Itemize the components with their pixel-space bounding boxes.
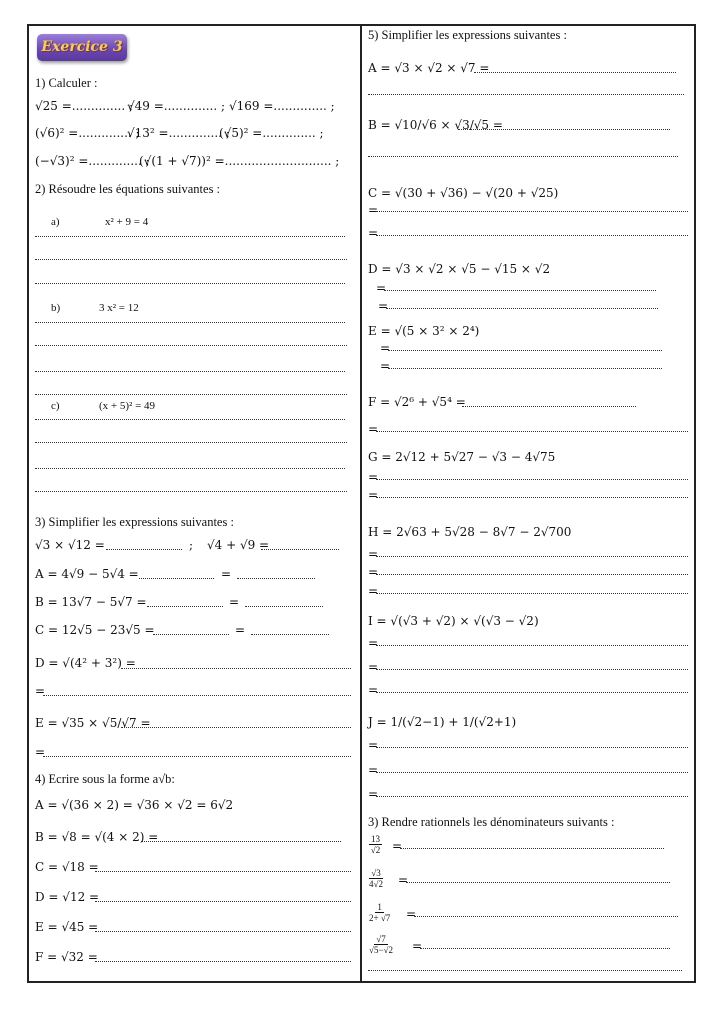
equals-sign: = xyxy=(378,299,389,313)
equals-sign: = xyxy=(380,341,391,355)
form-F: F = √32 = xyxy=(35,950,98,964)
answer-line[interactable] xyxy=(261,549,339,550)
expr-C: C = 12√5 − 23√5 = xyxy=(35,623,155,637)
answer-line[interactable] xyxy=(35,236,345,237)
left-column xyxy=(29,26,362,981)
answer-line[interactable] xyxy=(43,756,351,757)
equals-sign: = xyxy=(35,684,46,698)
answer-line[interactable] xyxy=(121,727,351,728)
equals-sign: = xyxy=(35,745,46,759)
answer-line[interactable] xyxy=(414,916,678,917)
answer-line[interactable] xyxy=(376,479,688,480)
answer-line[interactable] xyxy=(376,747,688,748)
section-3-title: 3) Simplifier les expressions suivantes : xyxy=(35,515,234,529)
answer-line[interactable] xyxy=(376,497,688,498)
equals-sign: = xyxy=(368,683,379,697)
form-C: C = √18 = xyxy=(35,860,99,874)
equals-sign: = xyxy=(392,839,403,853)
answer-line[interactable] xyxy=(384,290,656,291)
answer-line[interactable] xyxy=(376,211,688,212)
section-5-title: 5) Simplifier les expressions suivantes : xyxy=(368,28,567,42)
denominator: √5−√2 xyxy=(369,945,393,955)
answer-line[interactable] xyxy=(376,431,688,432)
answer-line[interactable] xyxy=(368,94,684,95)
answer-line[interactable] xyxy=(35,322,345,323)
answer-line[interactable] xyxy=(376,574,688,575)
expr-E: E = √35 × √5/√7 = xyxy=(35,716,151,730)
equation-b: 3 x² = 12 xyxy=(99,302,139,314)
answer-line[interactable] xyxy=(95,871,351,872)
equals-sign: = xyxy=(368,422,379,436)
answer-line[interactable] xyxy=(95,961,351,962)
equals-sign: = xyxy=(368,470,379,484)
separator: ; xyxy=(189,538,194,552)
equals-sign: = xyxy=(368,203,379,217)
expr-5-B: B = √10/√6 × √3/√5 = xyxy=(368,118,503,132)
numerator: 13 xyxy=(371,834,380,844)
answer-line[interactable] xyxy=(141,841,341,842)
answer-line[interactable] xyxy=(474,72,676,73)
worksheet xyxy=(27,24,696,983)
answer-line[interactable] xyxy=(147,606,223,607)
expr-sqrt4-plus-sqrt9: √4 + √9 = xyxy=(207,538,270,552)
answer-line[interactable] xyxy=(43,695,351,696)
form-B: B = √8 = √(4 × 2) = xyxy=(35,830,159,844)
expr-B: B = 13√7 − 5√7 = xyxy=(35,595,147,609)
form-A: A = √(36 × 2) = √36 × √2 = 6√2 xyxy=(35,798,234,812)
answer-line[interactable] xyxy=(35,419,345,420)
expr-5-I: I = √(√3 + √2) × √(√3 − √2) xyxy=(368,614,539,628)
answer-line[interactable] xyxy=(376,669,688,670)
answer-line[interactable] xyxy=(35,394,347,395)
equation-a: x² + 9 = 4 xyxy=(105,216,149,228)
equals-sign: = xyxy=(368,565,379,579)
equals-sign: = xyxy=(406,907,417,921)
calc-row-2-item-1: (√6)² =.............. ; xyxy=(35,126,140,140)
answer-line[interactable] xyxy=(462,406,636,407)
numerator: √7 xyxy=(376,934,386,944)
calc-row-1-item-3: √169 =.............. ; xyxy=(229,99,335,113)
calc-row-2-item-2: √13² =.............. ; xyxy=(127,126,230,140)
answer-line[interactable] xyxy=(388,368,662,369)
equals-sign: = xyxy=(368,660,379,674)
answer-line[interactable] xyxy=(35,345,347,346)
answer-line[interactable] xyxy=(35,468,345,469)
fraction-3 xyxy=(368,902,391,923)
answer-line[interactable] xyxy=(35,259,347,260)
answer-line[interactable] xyxy=(376,593,688,594)
equation-a-label: a) xyxy=(51,216,60,228)
equals-sign: = xyxy=(368,547,379,561)
answer-line[interactable] xyxy=(376,556,688,557)
exercise-badge: Exercice 3 xyxy=(37,34,127,61)
expr-5-A: A = √3 × √2 × √7 = xyxy=(368,61,490,75)
right-column xyxy=(362,26,694,981)
expr-5-E: E = √(5 × 3² × 2⁴) xyxy=(368,324,480,338)
equation-b-label: b) xyxy=(51,302,61,314)
fraction-1 xyxy=(368,834,383,855)
answer-line[interactable] xyxy=(95,931,351,932)
equals-sign: = xyxy=(368,584,379,598)
expr-5-C: C = √(30 + √36) − √(20 + √25) xyxy=(368,186,559,200)
equation-c-label: c) xyxy=(51,400,60,412)
equals-sign: = xyxy=(380,359,391,373)
expr-5-F: F = √2⁶ + √5⁴ = xyxy=(368,395,466,409)
answer-line[interactable] xyxy=(368,970,682,971)
denominator: √2 xyxy=(370,845,381,855)
section-1-title: 1) Calculer : xyxy=(35,76,98,90)
form-D: D = √12 = xyxy=(35,890,100,904)
calc-row-3-item-1: (−√3)² =.............. ; xyxy=(35,154,150,168)
calc-row-1-item-2: √49 =.............. ; xyxy=(127,99,226,113)
answer-line[interactable] xyxy=(376,235,688,236)
numerator: √3 xyxy=(371,868,381,878)
answer-line[interactable] xyxy=(376,772,688,773)
answer-line[interactable] xyxy=(245,606,323,607)
equals-sign: = xyxy=(235,623,246,637)
equals-sign: = xyxy=(368,763,379,777)
answer-line[interactable] xyxy=(388,350,662,351)
answer-line[interactable] xyxy=(153,634,229,635)
answer-line[interactable] xyxy=(376,796,688,797)
answer-line[interactable] xyxy=(35,491,347,492)
equation-c: (x + 5)² = 49 xyxy=(99,400,156,412)
answer-line[interactable] xyxy=(400,848,664,849)
section-2-title: 2) Résoudre les équations suivantes : xyxy=(35,182,221,196)
answer-line[interactable] xyxy=(376,645,688,646)
equals-sign: = xyxy=(376,281,387,295)
calc-row-1-item-1: √25 =.............. ; xyxy=(35,99,134,113)
answer-line[interactable] xyxy=(237,578,315,579)
expr-5-G: G = 2√12 + 5√27 − √3 − 4√75 xyxy=(368,450,556,464)
equals-sign: = xyxy=(368,636,379,650)
expr-sqrt3-times-sqrt12: √3 × √12 = xyxy=(35,538,105,552)
calc-row-3-item-2: (√(1 + √7))² =............................ ; xyxy=(139,154,340,168)
expr-5-H: H = 2√63 + 5√28 − 8√7 − 2√700 xyxy=(368,525,572,539)
answer-line[interactable] xyxy=(420,948,670,949)
answer-line[interactable] xyxy=(35,442,347,443)
equals-sign: = xyxy=(412,939,423,953)
equals-sign: = xyxy=(398,873,409,887)
equals-sign: = xyxy=(221,567,232,581)
section-rationalize-title: 3) Rendre rationnels les dénominateurs suivants : xyxy=(368,815,615,829)
equals-sign: = xyxy=(368,787,379,801)
form-E: E = √45 = xyxy=(35,920,99,934)
expr-D: D = √(4² + 3²) = xyxy=(35,656,136,670)
equals-sign: = xyxy=(368,738,379,752)
answer-line[interactable] xyxy=(406,882,670,883)
section-4-title: 4) Ecrire sous la forme a√b: xyxy=(35,772,175,786)
expr-5-J: J = 1/(√2−1) + 1/(√2+1) xyxy=(368,715,517,729)
answer-line[interactable] xyxy=(368,156,678,157)
fraction-2 xyxy=(368,868,384,889)
expr-5-D: D = √3 × √2 × √5 − √15 × √2 xyxy=(368,262,551,276)
equals-sign: = xyxy=(368,226,379,240)
expr-A: A = 4√9 − 5√4 = xyxy=(35,567,139,581)
equals-sign: = xyxy=(229,595,240,609)
answer-line[interactable] xyxy=(139,578,214,579)
fraction-4 xyxy=(368,934,394,955)
answer-line[interactable] xyxy=(95,901,351,902)
numerator: 1 xyxy=(377,902,382,912)
answer-line[interactable] xyxy=(35,371,345,372)
answer-line[interactable] xyxy=(386,308,658,309)
answer-line[interactable] xyxy=(251,634,329,635)
denominator: 2+ √7 xyxy=(369,913,391,923)
answer-line[interactable] xyxy=(35,283,345,284)
denominator: 4√2 xyxy=(369,879,383,889)
answer-line[interactable] xyxy=(376,692,688,693)
answer-line[interactable] xyxy=(121,668,351,669)
answer-line[interactable] xyxy=(458,129,670,130)
equals-sign: = xyxy=(368,488,379,502)
answer-line[interactable] xyxy=(106,549,182,550)
calc-row-2-item-3: (√5)² =.............. ; xyxy=(219,126,324,140)
